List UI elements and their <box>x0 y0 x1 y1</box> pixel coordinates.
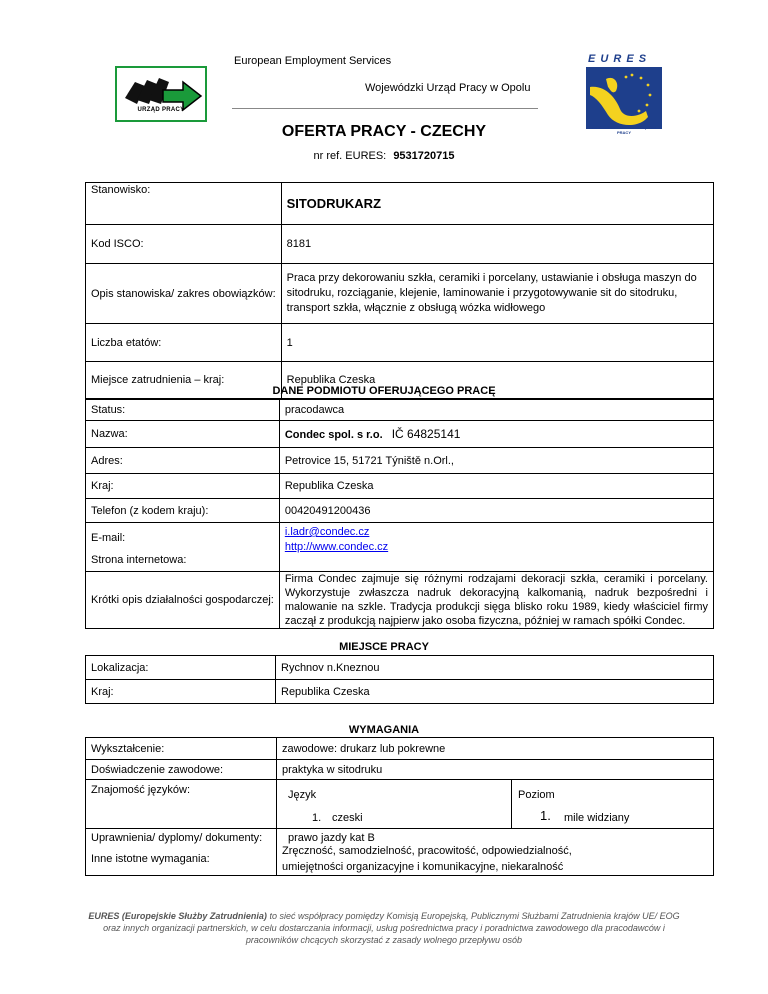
urzad-pracy-logo <box>115 66 207 122</box>
nazwa-label: Nazwa: <box>86 421 280 448</box>
workplace-kraj-value: Republika Czeska <box>276 680 714 704</box>
isco-label: Kod ISCO: <box>86 225 282 264</box>
jezyk-value: czeski <box>332 812 363 824</box>
doswiadczenie-value: praktyka w sitodruku <box>282 764 383 776</box>
uprawnienia-value: prawo jazdy kat B <box>288 832 375 844</box>
stanowisko-value: SITODRUKARZ <box>281 183 713 225</box>
email-label: E-mail: <box>91 532 126 544</box>
position-table <box>85 182 714 399</box>
website-link[interactable]: http://www.condec.cz <box>284 541 389 553</box>
eures-logo-caption: SIEĆ EUROPEJSKICH URZĘDÓW PRACY <box>592 125 656 135</box>
employer-section-title: DANE PODMIOTU OFERUJĄCEGO PRACĘ <box>272 385 496 397</box>
inne-value: Zręczność, samodzielność, pracowitość, odpowiedzialność, umiejętności organizacyjne i komunikacyjne, niekaralność <box>282 845 572 873</box>
table-row <box>86 421 714 448</box>
eures-logo-text: E U R E S <box>588 53 648 65</box>
poziom-num: 1. <box>540 808 551 823</box>
adres-label: Adres: <box>86 448 280 474</box>
table-row <box>86 225 714 264</box>
header-rule <box>232 108 538 109</box>
email-link[interactable]: i.ladr@condec.cz <box>284 526 370 538</box>
uprawnienia-label: Uprawnienia/ dyplomy/ dokumenty: <box>91 832 263 844</box>
dzialalnosc-value: Firma Condec zajmuje się różnymi rodzajami dekoracji szkła, ceramiki i porcelany. Wykorzystuje zwłaszcza nadruk dekoracyjną kalkomanią, nadruk bezpośredni i malowanie na szkle. Tradycja produkcji sięga blisko roku 1989, kiedy właściciel firmy zaczął z produkcją najpierw jako osoba fizyczna, później w ramach spółki Condec. <box>279 572 713 629</box>
nazwa-value: Condec spol. s r.o. <box>284 429 383 441</box>
miejsce-value: Republika Czeska <box>281 362 713 399</box>
etaty-label: Liczba etatów: <box>86 324 282 362</box>
jezyk-num: 1. <box>312 812 322 824</box>
footer-bold: EURES (Europejskie Służby Zatrudnienia) <box>88 911 267 921</box>
poziom-header: Poziom <box>518 789 555 801</box>
table-row <box>86 183 714 225</box>
logo-left-text: URZĄD PRACY <box>137 107 185 113</box>
workplace-kraj-label: Kraj: <box>86 680 276 704</box>
opis-value: Praca przy dekorowaniu szkła, ceramiki i porcelany, ustawianie i obsługa maszyn do sitodruku, rozciąganie, klejenie, laminowanie i przygotowywanie sit do sitodruku, transport szkła, włącznie z obsługą wózka widłowego <box>281 264 713 324</box>
status-value: pracodawca <box>279 400 713 421</box>
contact-label-cell <box>86 523 280 572</box>
row-divider <box>86 759 713 760</box>
table-row <box>86 499 714 523</box>
adres-value: Petrovice 15, 51721 Týniště n.Orl., <box>279 448 713 474</box>
row-divider <box>86 779 713 780</box>
kraj-value: Republika Czeska <box>279 474 713 499</box>
workplace-table <box>85 655 714 704</box>
table-row <box>86 572 714 629</box>
jezyki-label: Znajomość języków: <box>91 784 191 796</box>
nazwa-ic: IČ 64825141 <box>391 427 461 441</box>
nazwa-cell <box>279 421 713 448</box>
workplace-section-title: MIEJSCE PRACY <box>339 641 429 653</box>
jezyk-header: Język <box>288 789 317 801</box>
poziom-value: mile widziany <box>564 812 630 824</box>
table-row <box>86 474 714 499</box>
telefon-value: 00420491200436 <box>279 499 713 523</box>
ref-label: nr ref. EURES: <box>313 150 387 162</box>
row-divider <box>86 828 713 829</box>
requirements-table <box>85 737 714 876</box>
status-label: Status: <box>86 400 280 421</box>
opis-label: Opis stanowiska/ zakres obowiązków: <box>86 264 282 324</box>
requirements-section-title: WYMAGANIA <box>348 724 420 736</box>
employer-table <box>85 399 714 629</box>
table-row <box>86 680 714 704</box>
table-row <box>86 400 714 421</box>
page-title: OFERTA PRACY - CZECHY <box>281 123 487 140</box>
ref-value: 9531720715 <box>393 150 455 162</box>
miejsce-label: Miejsce zatrudnienia – kraj: <box>86 362 282 399</box>
org-name: European Employment Services <box>234 55 392 67</box>
table-row <box>86 656 714 680</box>
wyksztalcenie-value: zawodowe: drukarz lub pokrewne <box>282 743 446 755</box>
isco-value: 8181 <box>281 225 713 264</box>
etaty-value: 1 <box>281 324 713 362</box>
col-divider <box>511 779 512 828</box>
wyksztalcenie-label: Wykształcenie: <box>91 743 165 755</box>
lokalizacja-value: Rychnov n.Kneznou <box>276 656 714 680</box>
dzialalnosc-label: Krótki opis działalności gospodarczej: <box>86 572 280 629</box>
office-name: Wojewódzki Urząd Pracy w Opolu <box>365 82 531 94</box>
telefon-label: Telefon (z kodem kraju): <box>86 499 280 523</box>
table-row <box>86 324 714 362</box>
inne-label: Inne istotne wymagania: <box>91 853 210 865</box>
lokalizacja-label: Lokalizacja: <box>86 656 276 680</box>
stanowisko-label: Stanowisko: <box>86 183 282 225</box>
www-label: Strona internetowa: <box>91 554 187 566</box>
kraj-label: Kraj: <box>86 474 280 499</box>
reference-line <box>0 150 768 162</box>
table-row <box>86 523 714 572</box>
contact-value-cell <box>279 523 713 572</box>
footer-text: to sieć współpracy pomiędzy Komisją Europejską, Publicznymi Służbami Zatrudnienia krajów UE/ EOG oraz innych organizacji partnerskich, w celu dostarczania informacji, usług pośrednictwa pracy i poradnictwa zawodowego dla pracodawców i pracowników chcących skorzystać z zasady wolnego przepływu osób <box>103 911 680 945</box>
table-row <box>86 264 714 324</box>
doswiadczenie-label: Doświadczenie zawodowe: <box>91 764 224 776</box>
table-row <box>86 448 714 474</box>
footer-note <box>88 910 680 946</box>
